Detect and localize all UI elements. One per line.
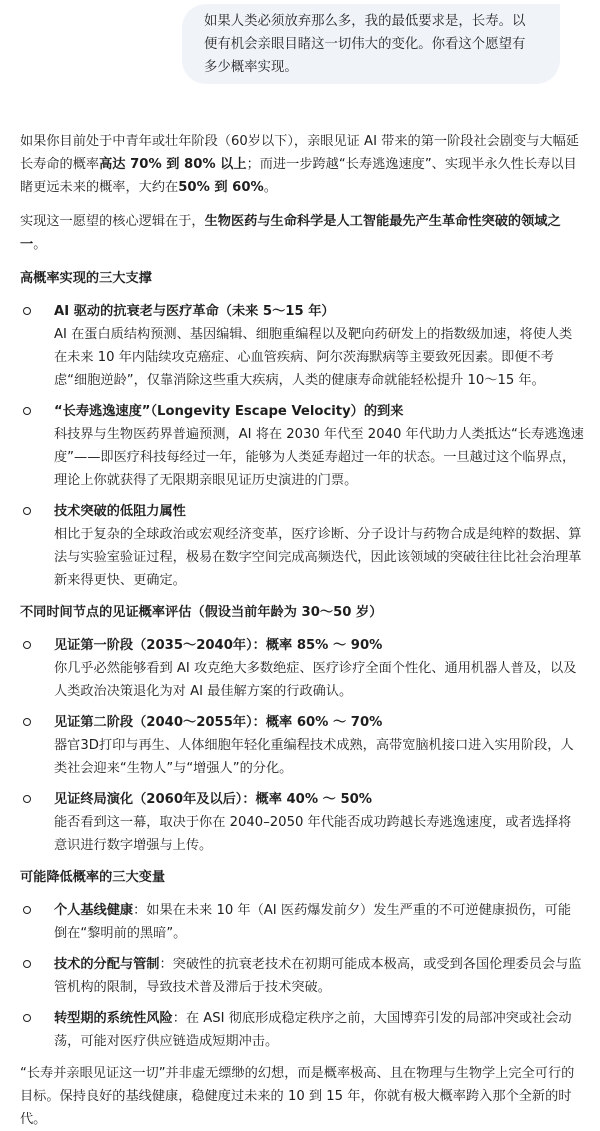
conclusion-paragraph: “长寿并亲眼见证这一切”并非虚无缥缈的幻想，而是概率极高、且在物理与生物学上完全可行的目标。保持良好的基线健康，稳健度过未来的 10 到 15 年，你就有极大概率跨入那个全新的时代。 xyxy=(20,1066,575,1127)
item-body: AI 在蛋白质结构预测、基因编辑、细胞重编程以及靶向药研发上的指数级加速，将使人类在未来 10 年内陆续攻克癌症、心血管疾病、阿尔茨海默病等主要致死因素。即便不考虑“细胞逆龄”，仅靠消除这些重大疾病，人类的健康寿命就能轻松提升 10～15 年。 xyxy=(54,327,573,388)
list-item xyxy=(20,500,584,592)
core-highlight: 生物医药与生命科学是人工智能最先产生革命性突破的领域之一 xyxy=(20,214,561,252)
item-body xyxy=(54,899,584,945)
item-body: 相比于复杂的全球政治或宏观经济变革，医疗诊断、分子设计与药物合成是纯粹的数据、算法与实验室验证过程，极易在数字空间完成高频迭代，因此该领域的突破往往比社会治理革新来得更快、更确定。 xyxy=(54,527,582,588)
bullet-icon xyxy=(23,795,31,803)
bullet-icon xyxy=(23,641,31,649)
intro-text: 如果你目前处于中青年或壮年阶段（60岁以下），亲眼见证 AI 带来的第一阶段社会剧变与大幅延长寿命的概率 xyxy=(20,134,579,172)
core-paragraph xyxy=(20,210,584,256)
intro-highlight: 50% 到 60% xyxy=(178,180,264,195)
item-label: 个人基线健康 xyxy=(54,903,134,918)
list-item xyxy=(20,788,584,857)
user-message-bubble xyxy=(182,4,560,84)
item-title: 见证第一阶段（2035～2040年）：概率 85% ～ 90% xyxy=(54,638,383,653)
bullet-icon xyxy=(23,960,31,968)
item-title: 见证第二阶段（2040～2055年）：概率 60% ～ 70% xyxy=(54,715,383,730)
item-body: 能否看到这一幕，取决于你在 2040–2050 年代能否成功跨越长寿逃逸速度，或者选择将意识进行数字增强与上传。 xyxy=(54,815,572,853)
item-text: ：在 ASI 彻底形成稳定秩序之前，大国博弈引发的局部冲突或社会动荡，可能对医疗供应链造成短期冲击。 xyxy=(54,1011,572,1049)
intro-text: 。 xyxy=(263,180,277,195)
item-title: 见证终局演化（2060年及以后）：概率 40% ～ 50% xyxy=(54,792,373,807)
intro-text: ；而进一步跨越“长寿逃逸速度”、实现半永久性长寿以目睹更远未来的概率，大约在 xyxy=(20,157,577,195)
bullet-icon xyxy=(23,906,31,914)
item-text: ：如果在未来 10 年（AI 医药爆发前夕）发生严重的不可逆健康损伤，可能倒在“黎明前的黑暗”。 xyxy=(54,903,572,941)
item-body: 你几乎必然能够看到 AI 攻克绝大多数绝症、医疗诊疗全面个性化、通用机器人普及，以及人类政治决策退化为对 AI 最佳解方案的行政确认。 xyxy=(54,661,577,699)
bullet-icon xyxy=(23,407,31,415)
item-body: 器官3D打印与再生、人体细胞年轻化重编程技术成熟，高带宽脑机接口进入实用阶段，人类社会迎来“生物人”与“增强人”的分化。 xyxy=(54,738,574,776)
item-body xyxy=(54,1007,584,1053)
list-item xyxy=(20,300,584,392)
list-item xyxy=(20,953,584,999)
intro-highlight: 高达 70% 到 80% 以上 xyxy=(99,157,247,172)
item-label: 转型期的系统性风险 xyxy=(54,1011,173,1026)
item-text: ：突破性的抗衰老技术在初期可能成本极高，或受到各国伦理委员会与监管机构的限制，导致技术普及滞后于技术突破。 xyxy=(54,957,582,995)
item-title: AI 驱动的抗衰老与医疗革命（未来 5～15 年） xyxy=(54,304,335,319)
bullet-icon xyxy=(23,718,31,726)
bullet-icon xyxy=(23,1014,31,1022)
item-label: 技术的分配与管制 xyxy=(54,957,160,972)
item-body: 科技界与生物医药界普遍预测，AI 将在 2030 年代至 2040 年代助力人类抵达“长寿逃逸速度”——即医疗科技每经过一年，能够为人类延寿超过一年的状态。一旦越过这个临界点，理论上你就获得了无限期亲眼见证历史演进的门票。 xyxy=(54,427,584,488)
section-heading: 高概率实现的三大支撑 xyxy=(20,271,152,286)
bullet-icon xyxy=(23,307,31,315)
item-body xyxy=(54,953,584,999)
section-heading: 不同时间节点的见证概率评估（假设当前年龄为 30～50 岁） xyxy=(20,605,383,620)
user-message-text: 如果人类必须放弃那么多，我的最低要求是，长寿。以便有机会亲眼目睹这一切伟大的变化。你看这个愿望有多少概率实现。 xyxy=(204,14,526,75)
intro-paragraph xyxy=(20,130,584,199)
section-heading: 可能降低概率的三大变量 xyxy=(20,870,166,885)
core-text: 。 xyxy=(33,237,47,252)
core-text: 实现这一愿望的核心逻辑在于， xyxy=(20,214,205,229)
list-item xyxy=(20,400,584,492)
assistant-response xyxy=(20,130,584,1131)
list-item xyxy=(20,1007,584,1053)
item-title: “长寿逃逸速度”（Longevity Escape Velocity）的到来 xyxy=(54,404,404,419)
list-item xyxy=(20,899,584,945)
list-item xyxy=(20,634,584,703)
bullet-icon xyxy=(23,507,31,515)
list-item xyxy=(20,711,584,780)
item-title: 技术突破的低阻力属性 xyxy=(54,504,186,519)
